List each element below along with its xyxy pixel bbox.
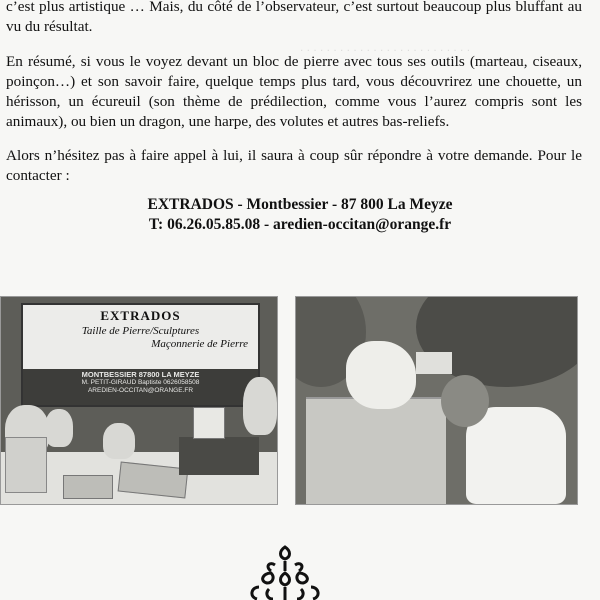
sign-title: EXTRADOS: [100, 308, 181, 323]
relief-plaque: [5, 437, 47, 493]
bird-sculpture: [103, 423, 135, 459]
sculptor-head: [441, 375, 489, 427]
sculptor-tank-top: [466, 407, 566, 504]
contact-phone-email: T: 06.26.05.85.08 - aredien-occitan@orange.fr: [148, 216, 452, 233]
photo-sculptor-at-work: [295, 296, 578, 505]
paragraph-summary: En résumé, si vous le voyez devant un bloc de pierre avec tous ses outils (marteau, ciseaux, poinçon…) et son savoir faire, quelque temps plus tard, vous découvrirez une chouette, un hérisson, un écureuil (son thème de prédilection, comme vous l’aurez compris sont les animaux), ou bien un dragon, une harpe, des volutes et autres bas-reliefs.: [6, 53, 582, 130]
sign-place: MONTBESSIER 87800 LA MEYZE: [81, 370, 200, 379]
sign-contact-bar: [23, 369, 258, 405]
framed-card: [193, 407, 225, 439]
squirrel-sculpture: [346, 341, 416, 409]
photo-stand-with-sign: [0, 296, 278, 505]
owl-sculpture-right: [243, 377, 277, 435]
extrados-sign: [21, 303, 260, 407]
bleed-through-text: . . . . . . . . . . . . . . . . . . . . . . . . . .: [300, 40, 471, 54]
anvil-stone: [179, 437, 259, 475]
contact-address: EXTRADOS - Montbessier - 87 800 La Meyze: [147, 196, 453, 213]
photo-album: [63, 475, 113, 499]
sign-email: AREDIEN-OCCITAN@ORANGE.FR: [87, 387, 194, 394]
ornament-icon: [245, 543, 325, 600]
small-owl-sculpture: [45, 409, 73, 447]
sign-name: M. PETIT-GIRAUD Baptiste 0626058508: [81, 379, 200, 386]
sign-line-1: Taille de Pierre/Sculptures: [81, 325, 200, 337]
paragraph-call-to-action: Alors n’hésitez pas à faire appel à lui, il saura à coup sûr répondre à votre demande. Pour le contacter :: [6, 147, 582, 184]
stone-piece: [416, 352, 452, 374]
paragraph-intro-end: c’est plus artistique … Mais, du côté de l’observateur, c’est surtout beaucoup plus bluffant au vu du résultat.: [6, 0, 582, 35]
sign-line-2: Maçonnerie de Pierre: [151, 338, 248, 350]
stone-block: [306, 397, 446, 504]
